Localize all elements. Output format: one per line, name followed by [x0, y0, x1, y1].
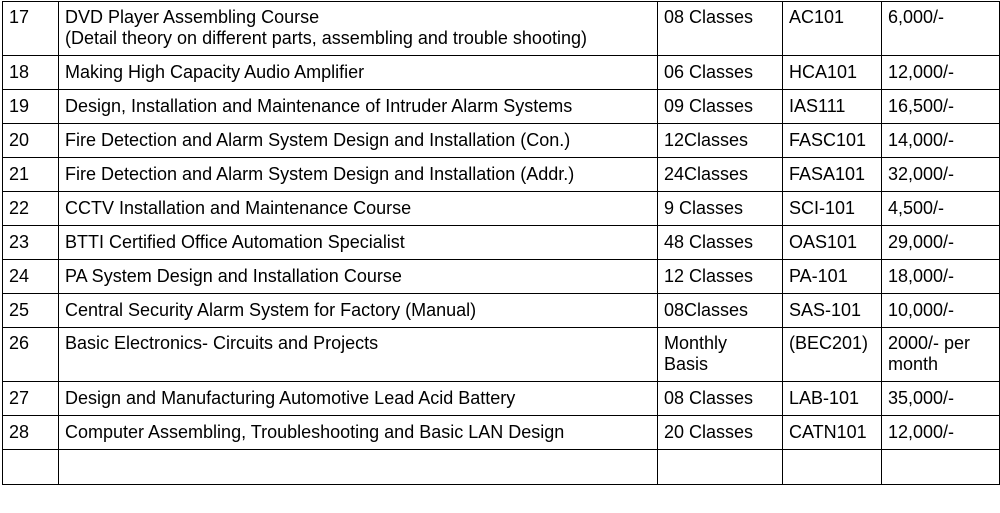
fee-cell: 6,000/-	[882, 2, 1000, 56]
table-row	[3, 56, 1000, 90]
serial-number-cell: 21	[3, 158, 59, 192]
course-code-cell: LAB-101	[783, 382, 882, 416]
duration-cell	[658, 328, 783, 382]
fee-cell: 32,000/-	[882, 158, 1000, 192]
empty-cell	[882, 450, 1000, 485]
empty-cell	[658, 450, 783, 485]
duration-cell: 08 Classes	[658, 382, 783, 416]
course-title-cell: Making High Capacity Audio Amplifier	[59, 56, 658, 90]
empty-cell	[783, 450, 882, 485]
course-code-cell: SAS-101	[783, 294, 882, 328]
fee-cell	[882, 328, 1000, 382]
duration-cell: 06 Classes	[658, 56, 783, 90]
course-subtitle: (Detail theory on different parts, assembling and trouble shooting)	[65, 28, 587, 48]
course-title-cell: Fire Detection and Alarm System Design and Installation (Addr.)	[59, 158, 658, 192]
course-code-cell: CATN101	[783, 416, 882, 450]
duration-line: Basis	[664, 354, 709, 374]
course-code-cell: SCI-101	[783, 192, 882, 226]
course-title-cell: Computer Assembling, Troubleshooting and Basic LAN Design	[59, 416, 658, 450]
serial-number-cell: 26	[3, 328, 59, 382]
fee-cell: 4,500/-	[882, 192, 1000, 226]
table-row	[3, 260, 1000, 294]
fee-cell: 12,000/-	[882, 56, 1000, 90]
duration-cell: 9 Classes	[658, 192, 783, 226]
table-row	[3, 158, 1000, 192]
table-row	[3, 226, 1000, 260]
duration-cell: 24Classes	[658, 158, 783, 192]
serial-number-cell: 17	[3, 2, 59, 56]
course-title-cell: CCTV Installation and Maintenance Course	[59, 192, 658, 226]
serial-number-cell: 24	[3, 260, 59, 294]
serial-number-cell: 25	[3, 294, 59, 328]
fee-line: 2000/- per	[888, 333, 971, 353]
fee-cell: 10,000/-	[882, 294, 1000, 328]
serial-number-cell: 27	[3, 382, 59, 416]
table-row	[3, 124, 1000, 158]
course-code-cell: FASA101	[783, 158, 882, 192]
course-title-cell: Design and Manufacturing Automotive Lead Acid Battery	[59, 382, 658, 416]
duration-cell: 12Classes	[658, 124, 783, 158]
fee-line: month	[888, 354, 939, 374]
serial-number-cell: 18	[3, 56, 59, 90]
table-row	[3, 294, 1000, 328]
course-title-cell: Central Security Alarm System for Factory (Manual)	[59, 294, 658, 328]
course-code-cell: (BEC201)	[783, 328, 882, 382]
duration-line: Monthly	[664, 333, 728, 353]
serial-number-cell: 23	[3, 226, 59, 260]
duration-cell: 08 Classes	[658, 2, 783, 56]
serial-number-cell: 20	[3, 124, 59, 158]
duration-cell: 12 Classes	[658, 260, 783, 294]
fee-cell: 12,000/-	[882, 416, 1000, 450]
course-title: DVD Player Assembling Course	[65, 7, 320, 27]
table-row	[3, 382, 1000, 416]
empty-cell	[3, 450, 59, 485]
table-row	[3, 328, 1000, 382]
duration-cell: 08Classes	[658, 294, 783, 328]
course-code-cell: AC101	[783, 2, 882, 56]
course-code-cell: PA-101	[783, 260, 882, 294]
duration-cell: 48 Classes	[658, 226, 783, 260]
fee-cell: 14,000/-	[882, 124, 1000, 158]
empty-cell	[59, 450, 658, 485]
table-row	[3, 416, 1000, 450]
serial-number-cell: 22	[3, 192, 59, 226]
empty-table-row	[3, 450, 1000, 485]
course-code-cell: IAS111	[783, 90, 882, 124]
table-row	[3, 192, 1000, 226]
duration-cell: 20 Classes	[658, 416, 783, 450]
course-title-cell: Basic Electronics- Circuits and Projects	[59, 328, 658, 382]
fee-cell: 35,000/-	[882, 382, 1000, 416]
course-title-cell: BTTI Certified Office Automation Specialist	[59, 226, 658, 260]
course-title-cell: PA System Design and Installation Course	[59, 260, 658, 294]
course-fee-table	[2, 1, 1000, 485]
serial-number-cell: 28	[3, 416, 59, 450]
course-fee-table-wrapper	[2, 1, 1000, 485]
course-code-cell: HCA101	[783, 56, 882, 90]
course-code-cell: OAS101	[783, 226, 882, 260]
table-row	[3, 2, 1000, 56]
course-code-cell: FASC101	[783, 124, 882, 158]
duration-cell: 09 Classes	[658, 90, 783, 124]
serial-number-cell: 19	[3, 90, 59, 124]
fee-cell: 18,000/-	[882, 260, 1000, 294]
course-title-cell	[59, 2, 658, 56]
course-title-cell: Design, Installation and Maintenance of Intruder Alarm Systems	[59, 90, 658, 124]
fee-cell: 16,500/-	[882, 90, 1000, 124]
fee-cell: 29,000/-	[882, 226, 1000, 260]
table-row	[3, 90, 1000, 124]
course-title-cell: Fire Detection and Alarm System Design and Installation (Con.)	[59, 124, 658, 158]
